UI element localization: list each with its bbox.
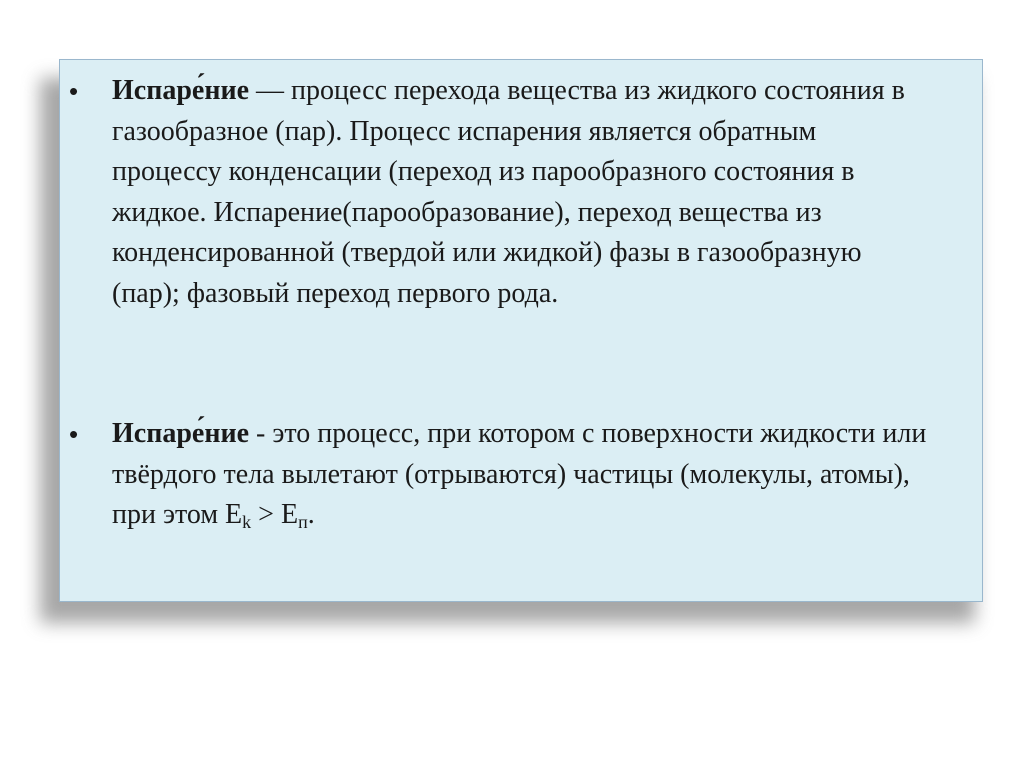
bullet-item-process bbox=[69, 414, 927, 536]
bullet-dot-icon: • bbox=[69, 419, 79, 449]
bullet-term: Испаре́ние bbox=[112, 75, 250, 106]
bullet-text: — процесс перехода вещества из жидкого состояния в газообразное (пар). Процесс испарения является обратным процессу конденсации (переход из парообразного состояния в жидкое. Испарение(парообразование), переход вещества из конденсированной (твердой или жидкой) фазы в газообразную (пар); фазовый переход первого рода. bbox=[112, 75, 905, 309]
subscript-k: k bbox=[242, 512, 252, 532]
bullet-dot-icon: • bbox=[69, 76, 79, 106]
bullet-item-definition bbox=[69, 71, 927, 314]
bullet-text: - это процесс, при котором с поверхности жидкости или твёрдого тела вылетают (отрываются) частицы (молекулы, атомы), при этом E bbox=[112, 418, 927, 530]
bullet-term: Испаре́ние bbox=[112, 418, 250, 449]
inequality-text: > E bbox=[251, 499, 299, 530]
content-text-box bbox=[59, 59, 983, 602]
subscript-p: п bbox=[298, 512, 308, 532]
bullet-end: . bbox=[307, 499, 315, 530]
